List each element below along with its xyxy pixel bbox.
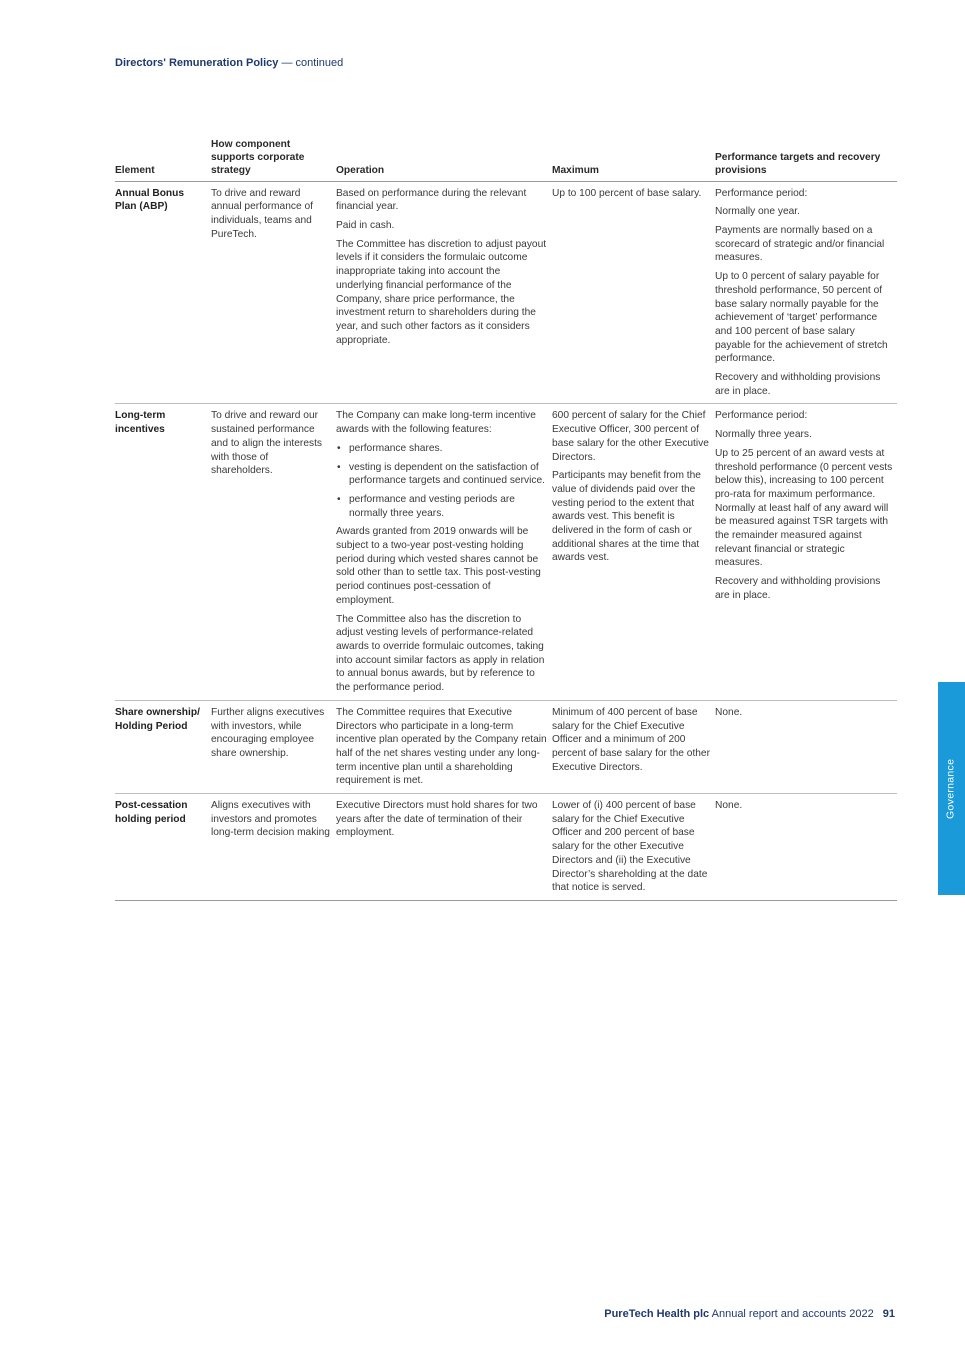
maximum-cell	[552, 700, 715, 793]
paragraph: Participants may benefit from the value of dividends paid over the vesting period to the extent that awards vest. This benefit is delivered in the form of cash or additional shares at the time that awards vest.	[552, 470, 701, 564]
paragraph: Performance period:	[715, 187, 808, 199]
table-row-long-term-incentives	[115, 404, 897, 700]
operation-cell	[336, 794, 552, 901]
table-header-row	[115, 138, 897, 181]
governance-side-tab[interactable]	[938, 682, 965, 895]
paragraph: Lower of (i) 400 percent of base salary for the Chief Executive Officer and 200 percent of base salary for the other Executive Directors and (ii) the Executive Director’s shareholding at the date that notice is served.	[552, 800, 708, 894]
paragraph: The Company can make long-term incentive awards with the following features:	[336, 410, 536, 436]
paragraph: Up to 25 percent of an award vests at threshold performance (0 percent vests below this), increasing to 100 percent pro-rata for maximum performance. Normally at least half of any award will be measured against TSR targets with the remainder measured against relevant financial or strategic measures.	[715, 447, 893, 569]
paragraph: None.	[715, 800, 743, 812]
paragraph: The Committee has discretion to adjust payout levels if it considers the formulaic outcome inappropriate taking into account the underlying financial performance of the Company, share price performance, the investment return to shareholders during the year, and such other factors as it considers appropriate.	[336, 238, 547, 346]
continued-label: — continued	[281, 57, 344, 69]
targets-cell	[715, 794, 897, 901]
footer-company: PureTech Health plc	[604, 1308, 710, 1320]
list-item: • performance shares.	[336, 442, 548, 456]
paragraph: Normally one year.	[715, 206, 800, 218]
maximum-cell	[552, 404, 715, 700]
feature-list	[336, 442, 548, 521]
targets-cell	[715, 404, 897, 700]
page-footer	[604, 1308, 895, 1322]
list-item: • performance and vesting periods are normally three years.	[336, 493, 548, 520]
running-header	[115, 57, 343, 71]
operation-cell	[336, 181, 552, 404]
paragraph: 600 percent of salary for the Chief Executive Officer, 300 percent of base salary for the other Executive Directors.	[552, 410, 709, 463]
table-row-annual-bonus	[115, 181, 897, 404]
paragraph: Paid in cash.	[336, 220, 395, 232]
page-number: 91	[882, 1308, 895, 1320]
paragraph: Recovery and withholding provisions are in place.	[715, 372, 881, 397]
paragraph: Performance period:	[715, 410, 808, 422]
col-header-targets: Performance targets and recovery provisions	[715, 138, 897, 181]
element-cell: Post-cessation holding period	[115, 794, 211, 901]
paragraph: The Committee requires that Executive Directors who participate in a long-term incentive plan operated by the Company retain half of the net shares vesting under any long-term incentive plan until a shareholding requirement is met.	[336, 706, 547, 787]
col-header-strategy: How component supports corporate strategy	[211, 138, 336, 181]
side-tab-label: Governance	[944, 758, 957, 819]
targets-cell	[715, 181, 897, 404]
paragraph: Payments are normally based on a scorecard of strategic and/or financial measures.	[715, 225, 885, 264]
strategy-cell: To drive and reward our sustained performance and to align the interests with those of shareholders.	[211, 404, 336, 700]
paragraph: None.	[715, 706, 743, 718]
paragraph: Normally three years.	[715, 429, 812, 441]
maximum-cell	[552, 794, 715, 901]
element-cell: Annual Bonus Plan (ABP)	[115, 181, 211, 404]
col-header-operation: Operation	[336, 138, 552, 181]
paragraph: Recovery and withholding provisions are in place.	[715, 576, 881, 601]
list-item: • vesting is dependent on the satisfaction of performance targets and continued service.	[336, 461, 548, 488]
paragraph: Based on performance during the relevant financial year.	[336, 187, 527, 213]
operation-cell	[336, 700, 552, 793]
table-row-post-cessation	[115, 794, 897, 901]
strategy-cell: Aligns executives with investors and promotes long-term decision making	[211, 794, 336, 901]
strategy-cell: To drive and reward annual performance of individuals, teams and PureTech.	[211, 181, 336, 404]
paragraph: Minimum of 400 percent of base salary for the Chief Executive Officer and a minimum of 200 percent of base salary for the other Executive Directors.	[552, 706, 710, 773]
operation-cell	[336, 404, 552, 700]
maximum-cell	[552, 181, 715, 404]
strategy-cell: Further aligns executives with investors, while encouraging employee share ownership.	[211, 700, 336, 793]
paragraph: Up to 0 percent of salary payable for threshold performance, 50 percent of base salary normally payable for the achievement of ‘target’ performance and 100 percent of base salary payable for the achievement of stretch performance.	[715, 271, 888, 365]
paragraph: Executive Directors must hold shares for two years after the date of termination of their employment.	[336, 800, 538, 839]
paragraph: The Committee also has the discretion to adjust vesting levels of performance-related awards to override formulaic outcomes, taking into account similar factors as apply in relation to annual bonus awards, but by reference to the performance period.	[336, 613, 545, 694]
section-title: Directors' Remuneration Policy	[115, 57, 279, 69]
remuneration-policy-table	[115, 138, 897, 901]
col-header-maximum: Maximum	[552, 138, 715, 181]
paragraph: Up to 100 percent of base salary.	[552, 187, 702, 199]
col-header-element: Element	[115, 138, 211, 181]
paragraph: Awards granted from 2019 onwards will be subject to a two-year post-vesting holding period during which vested shares cannot be sold other than to settle tax. This post-vesting period continues post-cessation of employment.	[336, 526, 541, 606]
footer-report-title: Annual report and accounts 2022	[711, 1308, 874, 1320]
element-cell: Share ownership/ Holding Period	[115, 700, 211, 793]
element-cell: Long-term incentives	[115, 404, 211, 700]
targets-cell	[715, 700, 897, 793]
table-row-share-ownership	[115, 700, 897, 793]
